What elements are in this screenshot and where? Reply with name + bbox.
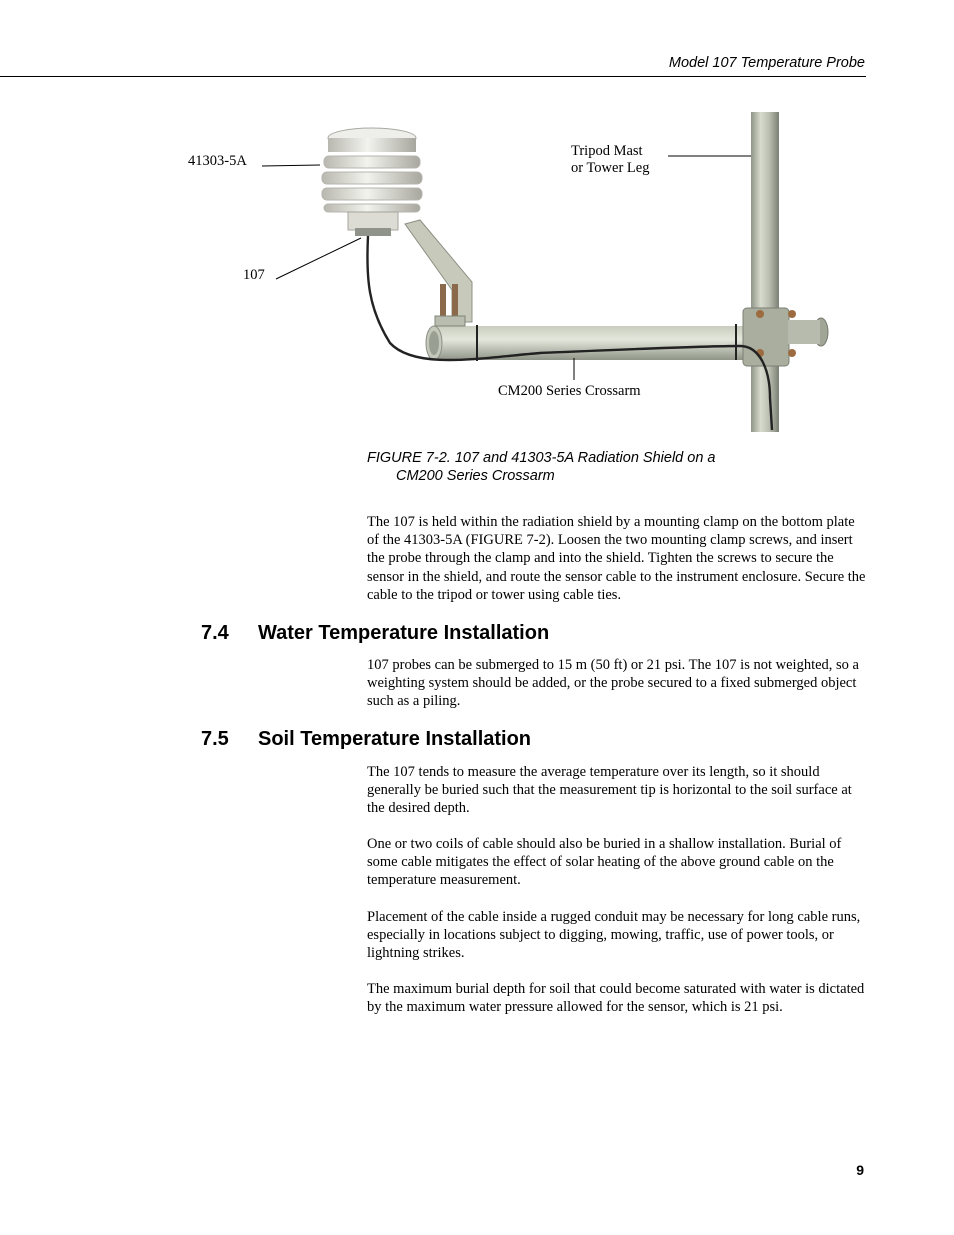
callout-shield: 41303-5A	[188, 153, 247, 169]
radiation-shield	[322, 128, 422, 236]
paragraph-7-5-3: Placement of the cable inside a rugged conduit may be necessary for long cable runs, especially in locations subject to digging, mowing, traffic, use of power tools, or lightning strikes.	[367, 909, 861, 962]
callout-crossarm: CM200 Series Crossarm	[498, 383, 641, 399]
callout-probe: 107	[243, 267, 265, 283]
mounting-bracket	[405, 220, 472, 326]
figure-7-2	[180, 108, 880, 438]
page-number: 9	[856, 1162, 864, 1178]
paragraph-7-4: 107 probes can be submerged to 15 m (50 ft) or 21 psi. The 107 is not weighted, so a weighting system should be added, or the probe secured to a fixed submerged object such as a piling.	[367, 657, 859, 710]
leader-line-probe	[276, 238, 361, 279]
section-heading-7-5	[201, 728, 531, 751]
paragraph-7-5-1: The 107 tends to measure the average temperature over its length, so it should generally be buried such that the measurement tip is horizontal to the soil surface at the desired depth.	[367, 764, 852, 817]
intro-paragraph: The 107 is held within the radiation shield by a mounting clamp on the bottom plate of the 41303-5A (FIGURE 7-2). Loosen the two mounting clamp screws, and insert the probe through the clamp and into the shield. Tighten the screws to secure the sensor in the shield, and route the sensor cable to the instrument enclosure. Secure the cable to the tripod or tower using cable ties.	[367, 514, 866, 603]
paragraph-7-5-2: One or two coils of cable should also be buried in a shallow installation. Burial of some cable mitigates the effect of solar heating of the above ground cable on the temperature measurement.	[367, 836, 842, 889]
section-heading-7-4	[201, 622, 549, 645]
section-title: Water Temperature Installation	[258, 622, 550, 644]
callout-mast-line2: or Tower Leg	[571, 160, 650, 176]
section-title: Soil Temperature Installation	[258, 728, 532, 750]
mast-clamp	[743, 308, 828, 366]
figure-caption-line1: FIGURE 7-2. 107 and 41303-5A Radiation Shield on a	[367, 450, 716, 466]
paragraph-7-5-4: The maximum burial depth for soil that could become saturated with water is dictated by the maximum water pressure allowed for the sensor, which is 21 psi.	[367, 981, 865, 1016]
figure-caption-line2: CM200 Series Crossarm	[396, 468, 555, 484]
callout-mast-line1: Tripod Mast	[571, 143, 643, 159]
running-header: Model 107 Temperature Probe	[668, 55, 865, 71]
section-number: 7.5	[201, 728, 229, 750]
header-rule	[0, 76, 866, 77]
tripod-mast	[751, 112, 779, 432]
figure-caption	[367, 449, 787, 485]
section-number: 7.4	[201, 622, 229, 644]
leader-line-shield	[262, 165, 320, 166]
